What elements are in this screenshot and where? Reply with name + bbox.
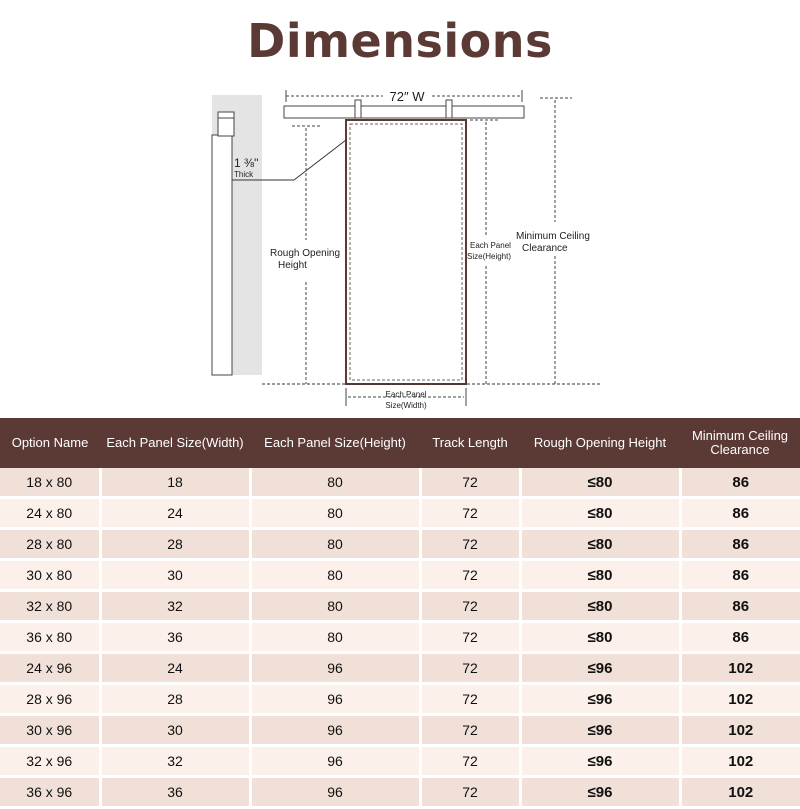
column-header-option-name: Option Name — [0, 418, 100, 468]
cell-panel-height: 80 — [250, 498, 420, 529]
table-row — [0, 746, 800, 777]
cell-rough-opening-height: ≤80 — [520, 591, 680, 622]
door-panel — [346, 120, 466, 384]
cell-track-length: 72 — [420, 622, 520, 653]
cell-panel-height: 80 — [250, 591, 420, 622]
cell-option-name: 32 x 96 — [0, 746, 100, 777]
cell-rough-opening-height: ≤96 — [520, 746, 680, 777]
table-header-row — [0, 418, 800, 468]
cell-option-name: 24 x 80 — [0, 498, 100, 529]
page-title: Dimensions — [247, 14, 553, 68]
cell-ceiling-clearance: 86 — [680, 468, 800, 498]
cell-ceiling-clearance: 86 — [680, 529, 800, 560]
dimensions-table — [0, 418, 800, 809]
cell-panel-width: 24 — [100, 653, 250, 684]
cell-track-length: 72 — [420, 560, 520, 591]
table-row — [0, 498, 800, 529]
cell-rough-opening-height: ≤96 — [520, 715, 680, 746]
cell-panel-width: 18 — [100, 468, 250, 498]
cell-ceiling-clearance: 102 — [680, 684, 800, 715]
panel-width-label-line1: Each Panel — [385, 390, 427, 399]
cell-panel-height: 80 — [250, 622, 420, 653]
cell-option-name: 18 x 80 — [0, 468, 100, 498]
cell-option-name: 28 x 80 — [0, 529, 100, 560]
cell-option-name: 30 x 96 — [0, 715, 100, 746]
table-row — [0, 622, 800, 653]
cell-panel-width: 36 — [100, 622, 250, 653]
cell-panel-width: 28 — [100, 529, 250, 560]
cell-panel-height: 96 — [250, 715, 420, 746]
cell-panel-width: 32 — [100, 591, 250, 622]
cell-option-name: 30 x 80 — [0, 560, 100, 591]
cell-track-length: 72 — [420, 529, 520, 560]
thickness-label: 1 ⅜'' — [234, 156, 259, 170]
cell-panel-width: 24 — [100, 498, 250, 529]
cell-ceiling-clearance: 102 — [680, 653, 800, 684]
cell-panel-height: 80 — [250, 560, 420, 591]
cell-rough-opening-height: ≤96 — [520, 653, 680, 684]
side-view — [212, 95, 262, 375]
column-header-rough-opening-height: Rough Opening Height — [520, 418, 680, 468]
table-row — [0, 653, 800, 684]
cell-track-length: 72 — [420, 684, 520, 715]
side-roller-bracket — [218, 112, 234, 136]
cell-ceiling-clearance: 86 — [680, 498, 800, 529]
cell-ceiling-clearance: 102 — [680, 777, 800, 808]
cell-ceiling-clearance: 102 — [680, 746, 800, 777]
track-hanger-left — [355, 100, 361, 118]
cell-panel-width: 30 — [100, 560, 250, 591]
table-row — [0, 715, 800, 746]
cell-ceiling-clearance: 86 — [680, 622, 800, 653]
column-header-panel-height: Each Panel Size(Height) — [250, 418, 420, 468]
panel-height-label-line2: Size(Height) — [467, 252, 512, 261]
cell-panel-height: 96 — [250, 684, 420, 715]
track-hanger-right — [446, 100, 452, 118]
cell-panel-height: 80 — [250, 468, 420, 498]
column-header-ceiling-clearance: Minimum Ceiling Clearance — [680, 418, 800, 468]
cell-panel-width: 36 — [100, 777, 250, 808]
rough-opening-label-line1: Rough Opening — [270, 248, 341, 259]
cell-track-length: 72 — [420, 653, 520, 684]
cell-track-length: 72 — [420, 468, 520, 498]
table-row — [0, 591, 800, 622]
table-row — [0, 684, 800, 715]
cell-panel-width: 28 — [100, 684, 250, 715]
track-width-label: 72″ W — [389, 89, 425, 104]
cell-track-length: 72 — [420, 777, 520, 808]
ceiling-clearance-label-line1: Minimum Ceiling — [516, 231, 590, 242]
table-row — [0, 560, 800, 591]
column-header-track-length: Track Length — [420, 418, 520, 468]
cell-panel-height: 96 — [250, 777, 420, 808]
panel-height-label-line1: Each Panel — [470, 241, 511, 250]
cell-panel-height: 80 — [250, 529, 420, 560]
cell-ceiling-clearance: 86 — [680, 560, 800, 591]
cell-panel-height: 96 — [250, 653, 420, 684]
cell-rough-opening-height: ≤96 — [520, 777, 680, 808]
cell-option-name: 24 x 96 — [0, 653, 100, 684]
side-door-profile — [212, 135, 232, 375]
cell-rough-opening-height: ≤96 — [520, 684, 680, 715]
cell-option-name: 28 x 96 — [0, 684, 100, 715]
thickness-sub-label: Thick — [234, 170, 254, 179]
cell-rough-opening-height: ≤80 — [520, 529, 680, 560]
cell-rough-opening-height: ≤80 — [520, 560, 680, 591]
cell-panel-width: 30 — [100, 715, 250, 746]
cell-rough-opening-height: ≤80 — [520, 468, 680, 498]
cell-option-name: 36 x 96 — [0, 777, 100, 808]
cell-ceiling-clearance: 86 — [680, 591, 800, 622]
rough-opening-label-line2: Height — [278, 260, 307, 271]
column-header-panel-width: Each Panel Size(Width) — [100, 418, 250, 468]
cell-track-length: 72 — [420, 746, 520, 777]
cell-rough-opening-height: ≤80 — [520, 622, 680, 653]
table-row — [0, 777, 800, 808]
table-row — [0, 529, 800, 560]
table-row — [0, 468, 800, 498]
cell-option-name: 36 x 80 — [0, 622, 100, 653]
cell-track-length: 72 — [420, 591, 520, 622]
cell-option-name: 32 x 80 — [0, 591, 100, 622]
cell-ceiling-clearance: 102 — [680, 715, 800, 746]
cell-track-length: 72 — [420, 715, 520, 746]
cell-panel-width: 32 — [100, 746, 250, 777]
panel-width-label-line2: Size(Width) — [385, 401, 427, 410]
cell-rough-opening-height: ≤80 — [520, 498, 680, 529]
ceiling-clearance-label-line2: Clearance — [522, 243, 568, 254]
cell-track-length: 72 — [420, 498, 520, 529]
cell-panel-height: 96 — [250, 746, 420, 777]
